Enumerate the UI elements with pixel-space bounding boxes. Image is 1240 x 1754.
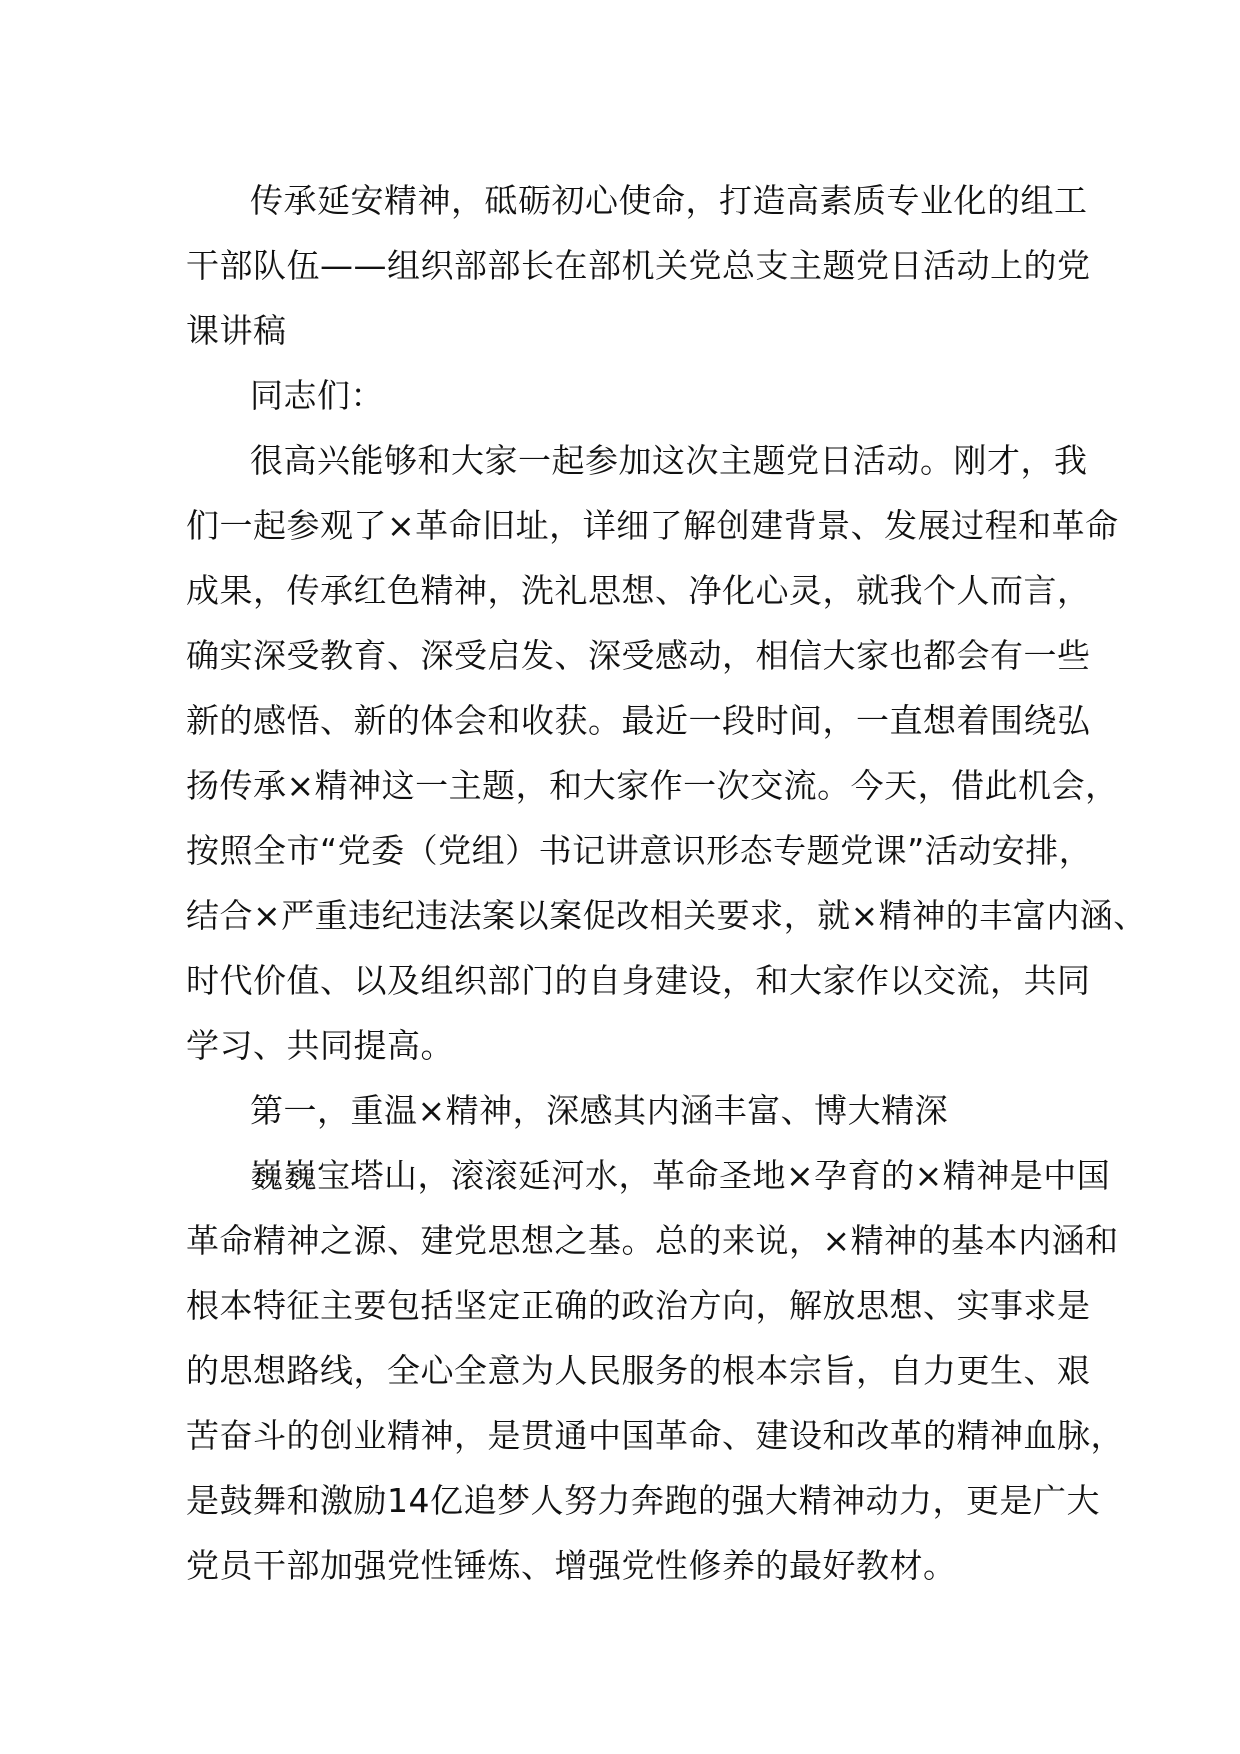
paragraph-line: 是鼓舞和激励14亿追梦人努力奔跑的强大精神动力，更是广大	[186, 1481, 1100, 1520]
document-title	[186, 168, 1091, 363]
paragraph-opening	[186, 428, 1147, 1078]
paragraph-line: 时代价值、以及组织部门的自身建设，和大家作以交流，共同	[186, 961, 1091, 1000]
paragraph-line: 党员干部加强党性锤炼、增强党性修养的最好教材。	[186, 1546, 957, 1585]
paragraph-line: 扬传承×精神这一主题，和大家作一次交流。今天，借此机会，	[186, 766, 1119, 805]
title-line: 课讲稿	[186, 311, 287, 350]
paragraph-line: 很高兴能够和大家一起参加这次主题党日活动。刚才，我	[250, 441, 1088, 480]
paragraph-line: 革命精神之源、建党思想之基。总的来说，×精神的基本内涵和	[186, 1221, 1119, 1260]
salutation: 同志们：	[250, 376, 384, 415]
paragraph-line: 确实深受教育、深受启发、深受感动，相信大家也都会有一些	[186, 636, 1091, 675]
title-line: 传承延安精神，砥砺初心使命，打造高素质专业化的组工	[250, 181, 1088, 220]
paragraph-line: 苦奋斗的创业精神，是贯通中国革命、建设和改革的精神血脉，	[186, 1416, 1124, 1455]
paragraph-line: 学习、共同提高。	[186, 1026, 454, 1065]
paragraph-line: 按照全市“党委（党组）书记讲意识形态专题党课”活动安排，	[186, 831, 1093, 870]
paragraph-line: 巍巍宝塔山，滚滚延河水，革命圣地×孕育的×精神是中国	[250, 1156, 1111, 1195]
title-line: 干部队伍——组织部部长在部机关党总支主题党日活动上的党	[186, 246, 1091, 285]
paragraph-line: 根本特征主要包括坚定正确的政治方向，解放思想、实事求是	[186, 1286, 1091, 1325]
paragraph-spirit	[186, 1143, 1124, 1598]
paragraph-line: 们一起参观了×革命旧址，详细了解创建背景、发展过程和革命	[186, 506, 1119, 545]
paragraph-line: 新的感悟、新的体会和收获。最近一段时间，一直想着围绕弘	[186, 701, 1091, 740]
section-heading: 第一，重温×精神，深感其内涵丰富、博大精深	[250, 1091, 949, 1130]
paragraph-line: 成果，传承红色精神，洗礼思想、净化心灵，就我个人而言，	[186, 571, 1091, 610]
paragraph-line: 结合×严重违纪违法案以案促改相关要求，就×精神的丰富内涵、	[186, 896, 1147, 935]
document-body	[186, 168, 1147, 1598]
paragraph-line: 的思想路线，全心全意为人民服务的根本宗旨，自力更生、艰	[186, 1351, 1091, 1390]
